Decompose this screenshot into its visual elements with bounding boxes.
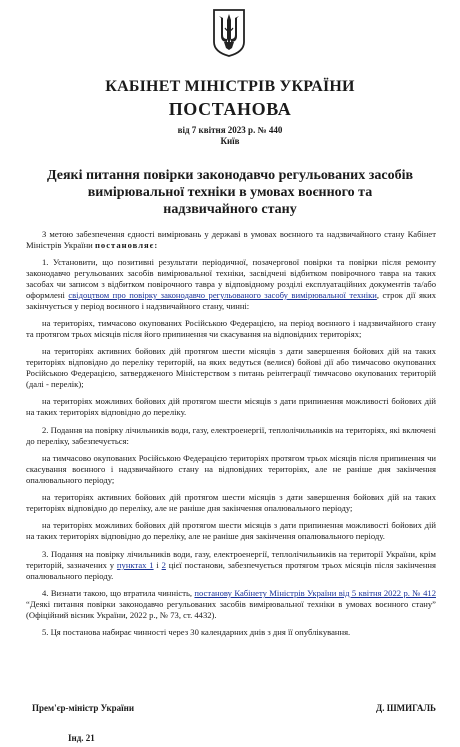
document-index: Інд. 21 xyxy=(68,733,95,743)
document-type-heading: ПОСТАНОВА xyxy=(168,99,292,119)
paragraph-1-item-2: на територіях активних бойових дій протягом шести місяців з дати завершення бойових дій на таких територіях відповідно до переліку територій, на яких ведуться (велися) бойові дії або тимчасово окупованих Російською Федерацією, затвердженого Міністерством з питань реінтеграції тимчасово окупованих територій (далі - перелік); xyxy=(26,346,436,389)
document-body xyxy=(26,229,436,644)
signatory-name: Д. ШМИГАЛЬ xyxy=(376,703,436,713)
paragraph-1-item-3: на територіях можливих бойових дій протягом шести місяців з дати припинення можливості бойових дій на таких територіях відповідно до переліку. xyxy=(26,396,436,417)
document-title: Деякі питання повірки законодавчо регульованих засобів вимірювальної техніки в умовах воєнного та надзвичайного стану xyxy=(46,168,414,217)
signatory-position: Прем'єр-міністр України xyxy=(32,703,135,713)
intro-keyword: постановляє xyxy=(94,240,155,250)
resolution-412-link[interactable]: постанову Кабінету Міністрів України від 5 квітня 2022 р. № 412 xyxy=(194,588,436,598)
certificate-link[interactable]: свідоцтвом про повірку законодавчо регульованого засобу вимірювальної техніки xyxy=(68,290,377,300)
point-2-link[interactable]: 2 xyxy=(161,560,166,570)
paragraph-3: 3. Подання на повірку лічильників води, газу, електроенергії, теплолічильників на території України, крім територій, зазначених у пунктах 1 і 2 цієї постанови, забезпечується протягом трьох місяців після закінчення опалювального періоду. xyxy=(26,549,436,581)
paragraph-2-item-3: на територіях можливих бойових дій протягом шести місяців з дати припинення можливості бойових дій на таких територіях відповідно до переліку, але не раніше дня закінчення опалювального періоду. xyxy=(26,520,436,541)
paragraph-2-item-2: на територіях активних бойових дій протягом шести місяців з дати завершення бойових дій на таких територіях відповідно до переліку, але не раніше дня закінчення опалювального періоду; xyxy=(26,492,436,513)
paragraph-1-item-1: на територіях, тимчасово окупованих Російською Федерацією, на період воєнного і надзвичайного стану та протягом трьох місяців після його припинення чи скасування на відповідних територіях; xyxy=(26,318,436,339)
paragraph-1: 1. Установити, що позитивні результати періодичної, позачергової повірки та повірки після ремонту законодавчо регульованих засобів вимірювальної техніки, засвідчені відбитком повірочного тавра на таких засобах чи записом з відбитком повірочного тавра у відповідному розділі експлуатаційних документів та/або оформлені свідоцтвом про повірку законодавчо регульованого засобу вимірювальної техніки, строк дії яких закінчується у період воєнного і надзвичайного стану, чинні: xyxy=(26,257,436,311)
decree-city: Київ xyxy=(220,136,240,146)
ukraine-trident-icon xyxy=(211,6,247,58)
paragraph-2-item-1: на тимчасово окупованих Російською Федерацією територіях протягом трьох місяців після припинення чи скасування воєнного і надзвичайного стану на відповідних територіях, але не раніше дня закінчення опалювального періоду; xyxy=(26,453,436,485)
issuer-heading: КАБІНЕТ МІНІСТРІВ УКРАЇНИ xyxy=(105,78,355,95)
paragraph-4: 4. Визнати такою, що втратила чинність, постанову Кабінету Міністрів України від 5 квітня 2022 р. № 412 “Деякі питання повірки законодавчо регульованих засобів вимірювальної техніки в умовах воєнного стану” (Офіційний вісник України, 2022 р., № 73, ст. 4432). xyxy=(26,588,436,620)
paragraph-5: 5. Ця постанова набирає чинності через 30 календарних днів з дня її опублікування. xyxy=(42,627,351,637)
point-1-link[interactable]: пунктах 1 xyxy=(116,560,154,570)
decree-date: від 7 квітня 2023 р. № 440 xyxy=(177,125,283,135)
paragraph-2: 2. Подання на повірку лічильників води, газу, електроенергії, теплолічильників на територіях, які включені до переліку, забезпечується: xyxy=(26,425,436,446)
intro-paragraph: З метою забезпечення єдності вимірювань у державі в умовах воєнного та надзвичайного стану Кабінет Міністрів України постановляє: xyxy=(26,229,436,250)
